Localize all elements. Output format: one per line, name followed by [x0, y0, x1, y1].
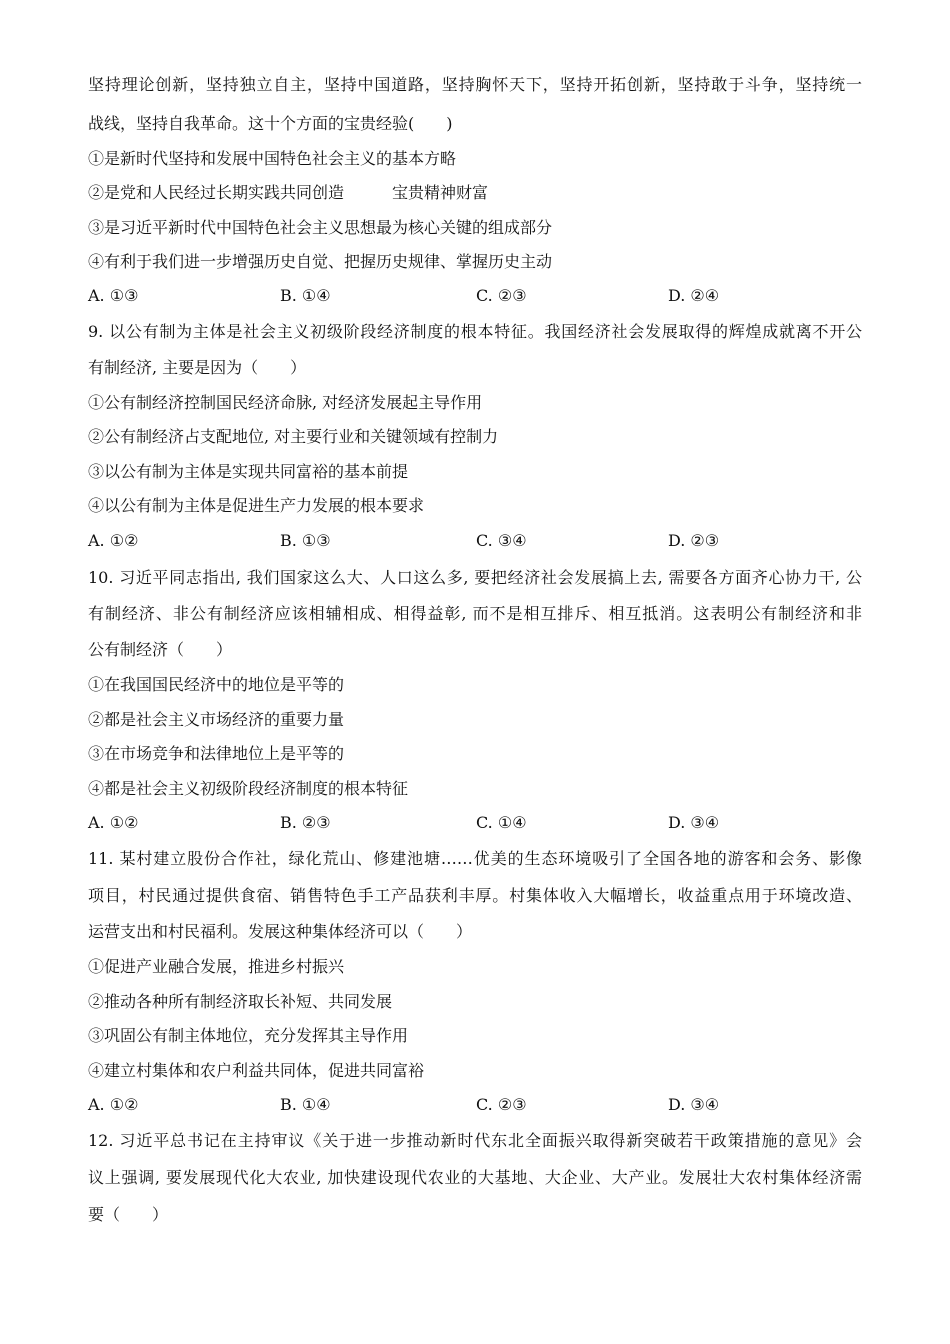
statement-item: ③以公有制为主体是实现共同富裕的基本前提: [88, 462, 409, 481]
statement-item: ①促进产业融合发展，推进乡村振兴: [88, 957, 345, 976]
question-stem-line: 有制经济、非公有制经济应该相辅相成、相得益彰, 而不是相互排斥、相互抵消。这表明公有制经济和非: [88, 604, 862, 623]
answer-option-d: D. ③④: [668, 1095, 720, 1114]
statement-item: ②都是社会主义市场经济的重要力量: [88, 710, 345, 729]
question-stem-line: 要（ ）: [88, 1205, 169, 1224]
answer-option-c: C. ③④: [476, 531, 527, 550]
answer-option-d: D. ③④: [668, 813, 720, 832]
answer-option-b: B. ②③: [280, 813, 331, 832]
statement-item: ③在市场竞争和法律地位上是平等的: [88, 744, 345, 763]
answer-option-b: B. ①④: [280, 1095, 331, 1114]
statement-item: ④都是社会主义初级阶段经济制度的根本特征: [88, 779, 409, 798]
answer-option-d: D. ②④: [668, 286, 720, 305]
statement-item: ③巩固公有制主体地位，充分发挥其主导作用: [88, 1026, 409, 1045]
statement-item: ④有利于我们进一步增强历史自觉、把握历史规律、掌握历史主动: [88, 252, 553, 271]
statement-item: ③是习近平新时代中国特色社会主义思想最为核心关键的组成部分: [88, 218, 553, 237]
statement-item: ②推动各种所有制经济取长补短、共同发展: [88, 992, 393, 1011]
answer-option-c: C. ②③: [476, 286, 527, 305]
question-stem-line: 运营支出和村民福利。发展这种集体经济可以（ ）: [88, 922, 473, 941]
answer-option-b: B. ①④: [280, 286, 331, 305]
statement-item: ①在我国国民经济中的地位是平等的: [88, 675, 345, 694]
question-stem-line: 有制经济, 主要是因为（ ）: [88, 358, 307, 377]
answer-option-a: A. ①②: [88, 813, 139, 832]
answer-option-a: A. ①③: [88, 286, 139, 305]
answer-option-a: A. ①②: [88, 531, 139, 550]
question-stem-line: 议上强调, 要发展现代化大农业, 加快建设现代农业的大基地、大企业、大产业。发展壮大农村集体经济需: [88, 1168, 862, 1187]
answer-option-c: C. ②③: [476, 1095, 527, 1114]
statement-item: ①是新时代坚持和发展中国特色社会主义的基本方略: [88, 149, 457, 168]
question-stem-line: 项目，村民通过提供食宿、销售特色手工产品获利丰厚。村集体收入大幅增长，收益重点用于环境改造、: [88, 886, 862, 905]
question-stem-line: 11. 某村建立股份合作社，绿化荒山、修建池塘……优美的生态环境吸引了全国各地的游客和会务、影像: [88, 849, 862, 868]
answer-option-b: B. ①③: [280, 531, 331, 550]
answer-option-d: D. ②③: [668, 531, 720, 550]
question-stem-line: 战线，坚持自我革命。这十个方面的宝贵经验( ): [88, 114, 453, 133]
question-stem-line: 9. 以公有制为主体是社会主义初级阶段经济制度的根本特征。我国经济社会发展取得的辉煌成就离不开公: [88, 322, 862, 341]
answer-option-c: C. ①④: [476, 813, 527, 832]
statement-item: ④以公有制为主体是促进生产力发展的根本要求: [88, 496, 425, 515]
statement-item: ①公有制经济控制国民经济命脉, 对经济发展起主导作用: [88, 393, 483, 412]
question-stem-line: 坚持理论创新，坚持独立自主，坚持中国道路，坚持胸怀天下，坚持开拓创新，坚持敢于斗争，坚持统一: [88, 75, 862, 94]
question-stem-line: 12. 习近平总书记在主持审议《关于进一步推动新时代东北全面振兴取得新突破若干政策措施的意见》会: [88, 1131, 862, 1150]
question-stem-line: 10. 习近平同志指出, 我们国家这么大、人口这么多, 要把经济社会发展搞上去, 需要各方面齐心协力干, 公: [88, 568, 862, 587]
statement-item: ④建立村集体和农户利益共同体，促进共同富裕: [88, 1061, 425, 1080]
statement-item: ②公有制经济占支配地位, 对主要行业和关键领域有控制力: [88, 427, 499, 446]
statement-item: ②是党和人民经过长期实践共同创造 宝贵精神财富: [88, 183, 489, 202]
question-stem-line: 公有制经济（ ）: [88, 640, 233, 659]
answer-option-a: A. ①②: [88, 1095, 139, 1114]
